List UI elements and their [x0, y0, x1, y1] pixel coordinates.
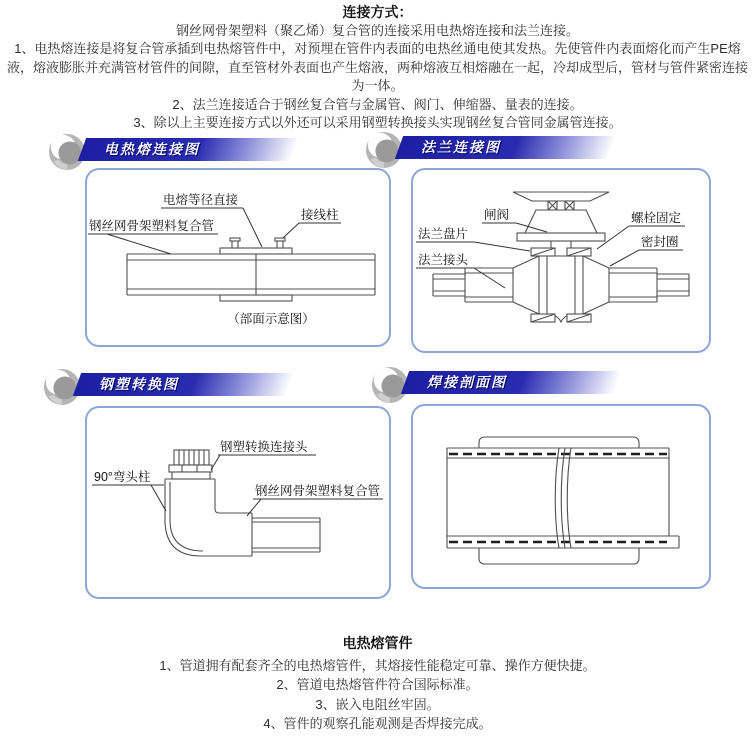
banner-label: 焊接剖面图 — [427, 374, 507, 390]
fittings-item-4: 4、管件的观察孔能观测是否焊接完成。 — [263, 716, 492, 731]
weld-section-diagram-box — [411, 404, 711, 589]
header-line-3: 2、法兰连接适合于钢丝复合管与金属管、阀门、伸缩器、量表的连接。 — [172, 96, 583, 112]
footer-text — [0, 634, 755, 734]
banner-label: 电热熔连接图 — [104, 141, 200, 157]
header-line-4: 3、除以上主要连接方式以外还可以采用钢塑转换接头实现钢丝复合管同金属管连接。 — [133, 115, 622, 130]
flange-disc-label: 法兰盘片 — [418, 227, 469, 241]
terminal-label: 接线柱 — [301, 208, 339, 222]
weld-section-diagram — [413, 406, 709, 587]
electrofusion-diagram-box — [85, 168, 391, 347]
gate-valve-label: 闸阀 — [484, 208, 510, 222]
banner-label: 钢塑转换图 — [99, 376, 179, 392]
banner-flange — [365, 131, 635, 171]
fittings-title: 电热熔管件 — [342, 635, 413, 651]
fittings-item-2: 2、管道电热熔管件符合国际标准。 — [276, 677, 479, 692]
banner-electrofusion — [48, 133, 318, 173]
banner-label: 法兰连接图 — [421, 139, 501, 155]
header-text — [0, 3, 755, 133]
electrofusion-diagram — [87, 170, 389, 345]
coupler-label: 电熔等径直接 — [163, 193, 239, 207]
header-line-2: 1、电热熔连接是将复合管承插到电热熔管件中，对预埋在管件内表面的电热丝通电使其发热。先使管件内表面熔化而产生PE熔液，熔液膨胀并充满管材管件的间隙，直至管材外表面也产生熔液，两种熔液互相熔融在一起，冷却成型后，管材与管件紧密连接为一体。 — [6, 41, 748, 93]
seal-ring-label: 密封圈 — [641, 235, 679, 249]
steel-plastic-diagram — [87, 408, 389, 597]
elbow-label: 90°弯头柱 — [94, 470, 151, 484]
pipe-label: 钢丝网骨架塑料复合管 — [255, 484, 381, 498]
banner-steel-plastic — [43, 368, 313, 408]
fittings-item-1: 1、管道拥有配套齐全的电热熔管件，其熔接性能稳定可靠、操作方便快捷。 — [159, 657, 596, 673]
bolt-label: 螺栓固定 — [631, 211, 682, 225]
fittings-item-3: 3、嵌入电阻丝牢固。 — [315, 696, 440, 712]
flange-diagram-box — [411, 168, 711, 353]
flange-joint-label: 法兰接头 — [418, 253, 469, 267]
banner-weld-section — [371, 366, 641, 406]
adapter-label: 钢塑转换连接头 — [220, 440, 308, 454]
pipe-label: 钢丝网骨架塑料复合管 — [89, 219, 215, 233]
header-line-1: 钢丝网骨架塑料（聚乙烯）复合管的连接采用电热熔连接和法兰连接。 — [175, 22, 579, 38]
diagram-caption: （部面示意图） — [227, 312, 315, 326]
flange-diagram — [413, 170, 709, 351]
steel-plastic-diagram-box — [85, 406, 391, 599]
page-title: 连接方式： — [342, 4, 413, 20]
